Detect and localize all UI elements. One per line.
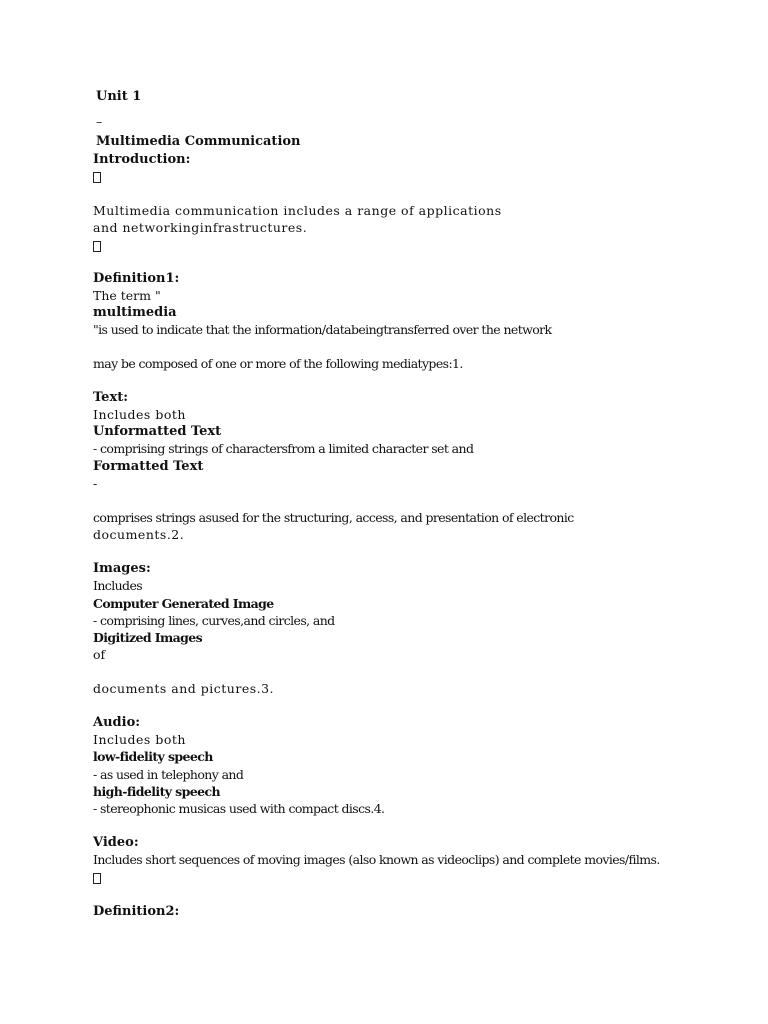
video-desc: Includes short sequences of moving images (also known as videoclips) and complete movies/films. <box>93 852 660 867</box>
missing-glyph-icon <box>93 869 101 886</box>
unformatted-text-term: Unformatted Text <box>93 424 222 439</box>
intro-text-line-1: Multimedia communication includes a range of applications <box>93 203 502 218</box>
missing-glyph-icon <box>93 237 101 254</box>
title-dash: – <box>96 114 103 129</box>
digitized-desc: documents and pictures.3. <box>93 681 275 696</box>
term-word: multimedia <box>93 305 177 320</box>
text-includes: Includes both <box>93 407 186 422</box>
introduction-heading: Introduction: <box>93 152 191 167</box>
images-heading: Images: <box>93 561 151 576</box>
formatted-text-dash: - <box>93 476 98 491</box>
formatted-text-desc-2: documents.2. <box>93 527 185 542</box>
formatted-text-desc-1: comprises strings asused for the structuring, access, and presentation of electronic <box>93 510 574 525</box>
computer-generated-desc: - comprising lines, curves,and circles, and <box>93 613 335 628</box>
intro-text-line-2: and networkinginfrastructures. <box>93 220 308 235</box>
term-prefix: The term " <box>93 288 161 303</box>
images-includes: Includes <box>93 578 143 593</box>
digitized-images-term: Digitized Images <box>93 630 203 645</box>
high-fidelity-desc: - stereophonic musicas used with compact discs.4. <box>93 801 385 816</box>
audio-heading: Audio: <box>93 715 141 730</box>
term-suffix: "is used to indicate that the information/databeingtransferred over the network <box>93 322 552 337</box>
high-fidelity-term: high-fidelity speech <box>93 784 220 799</box>
missing-glyph-icon <box>93 168 101 185</box>
digitized-of: of <box>93 647 106 662</box>
definition2-heading: Definition2: <box>93 904 180 919</box>
computer-generated-term: Computer Generated Image <box>93 596 274 611</box>
low-fidelity-term: low-fidelity speech <box>93 749 213 764</box>
unformatted-text-desc: - comprising strings of charactersfrom a limited character set and <box>93 441 474 456</box>
document-subtitle: Multimedia Communication <box>96 134 301 149</box>
unit-title: Unit 1 <box>96 89 142 104</box>
composed-line: may be composed of one or more of the following mediatypes:1. <box>93 356 463 371</box>
low-fidelity-desc: - as used in telephony and <box>93 767 244 782</box>
video-heading: Video: <box>93 835 139 850</box>
definition1-heading: Definition1: <box>93 271 180 286</box>
formatted-text-term: Formatted Text <box>93 459 204 474</box>
audio-includes: Includes both <box>93 732 186 747</box>
text-heading: Text: <box>93 390 129 405</box>
